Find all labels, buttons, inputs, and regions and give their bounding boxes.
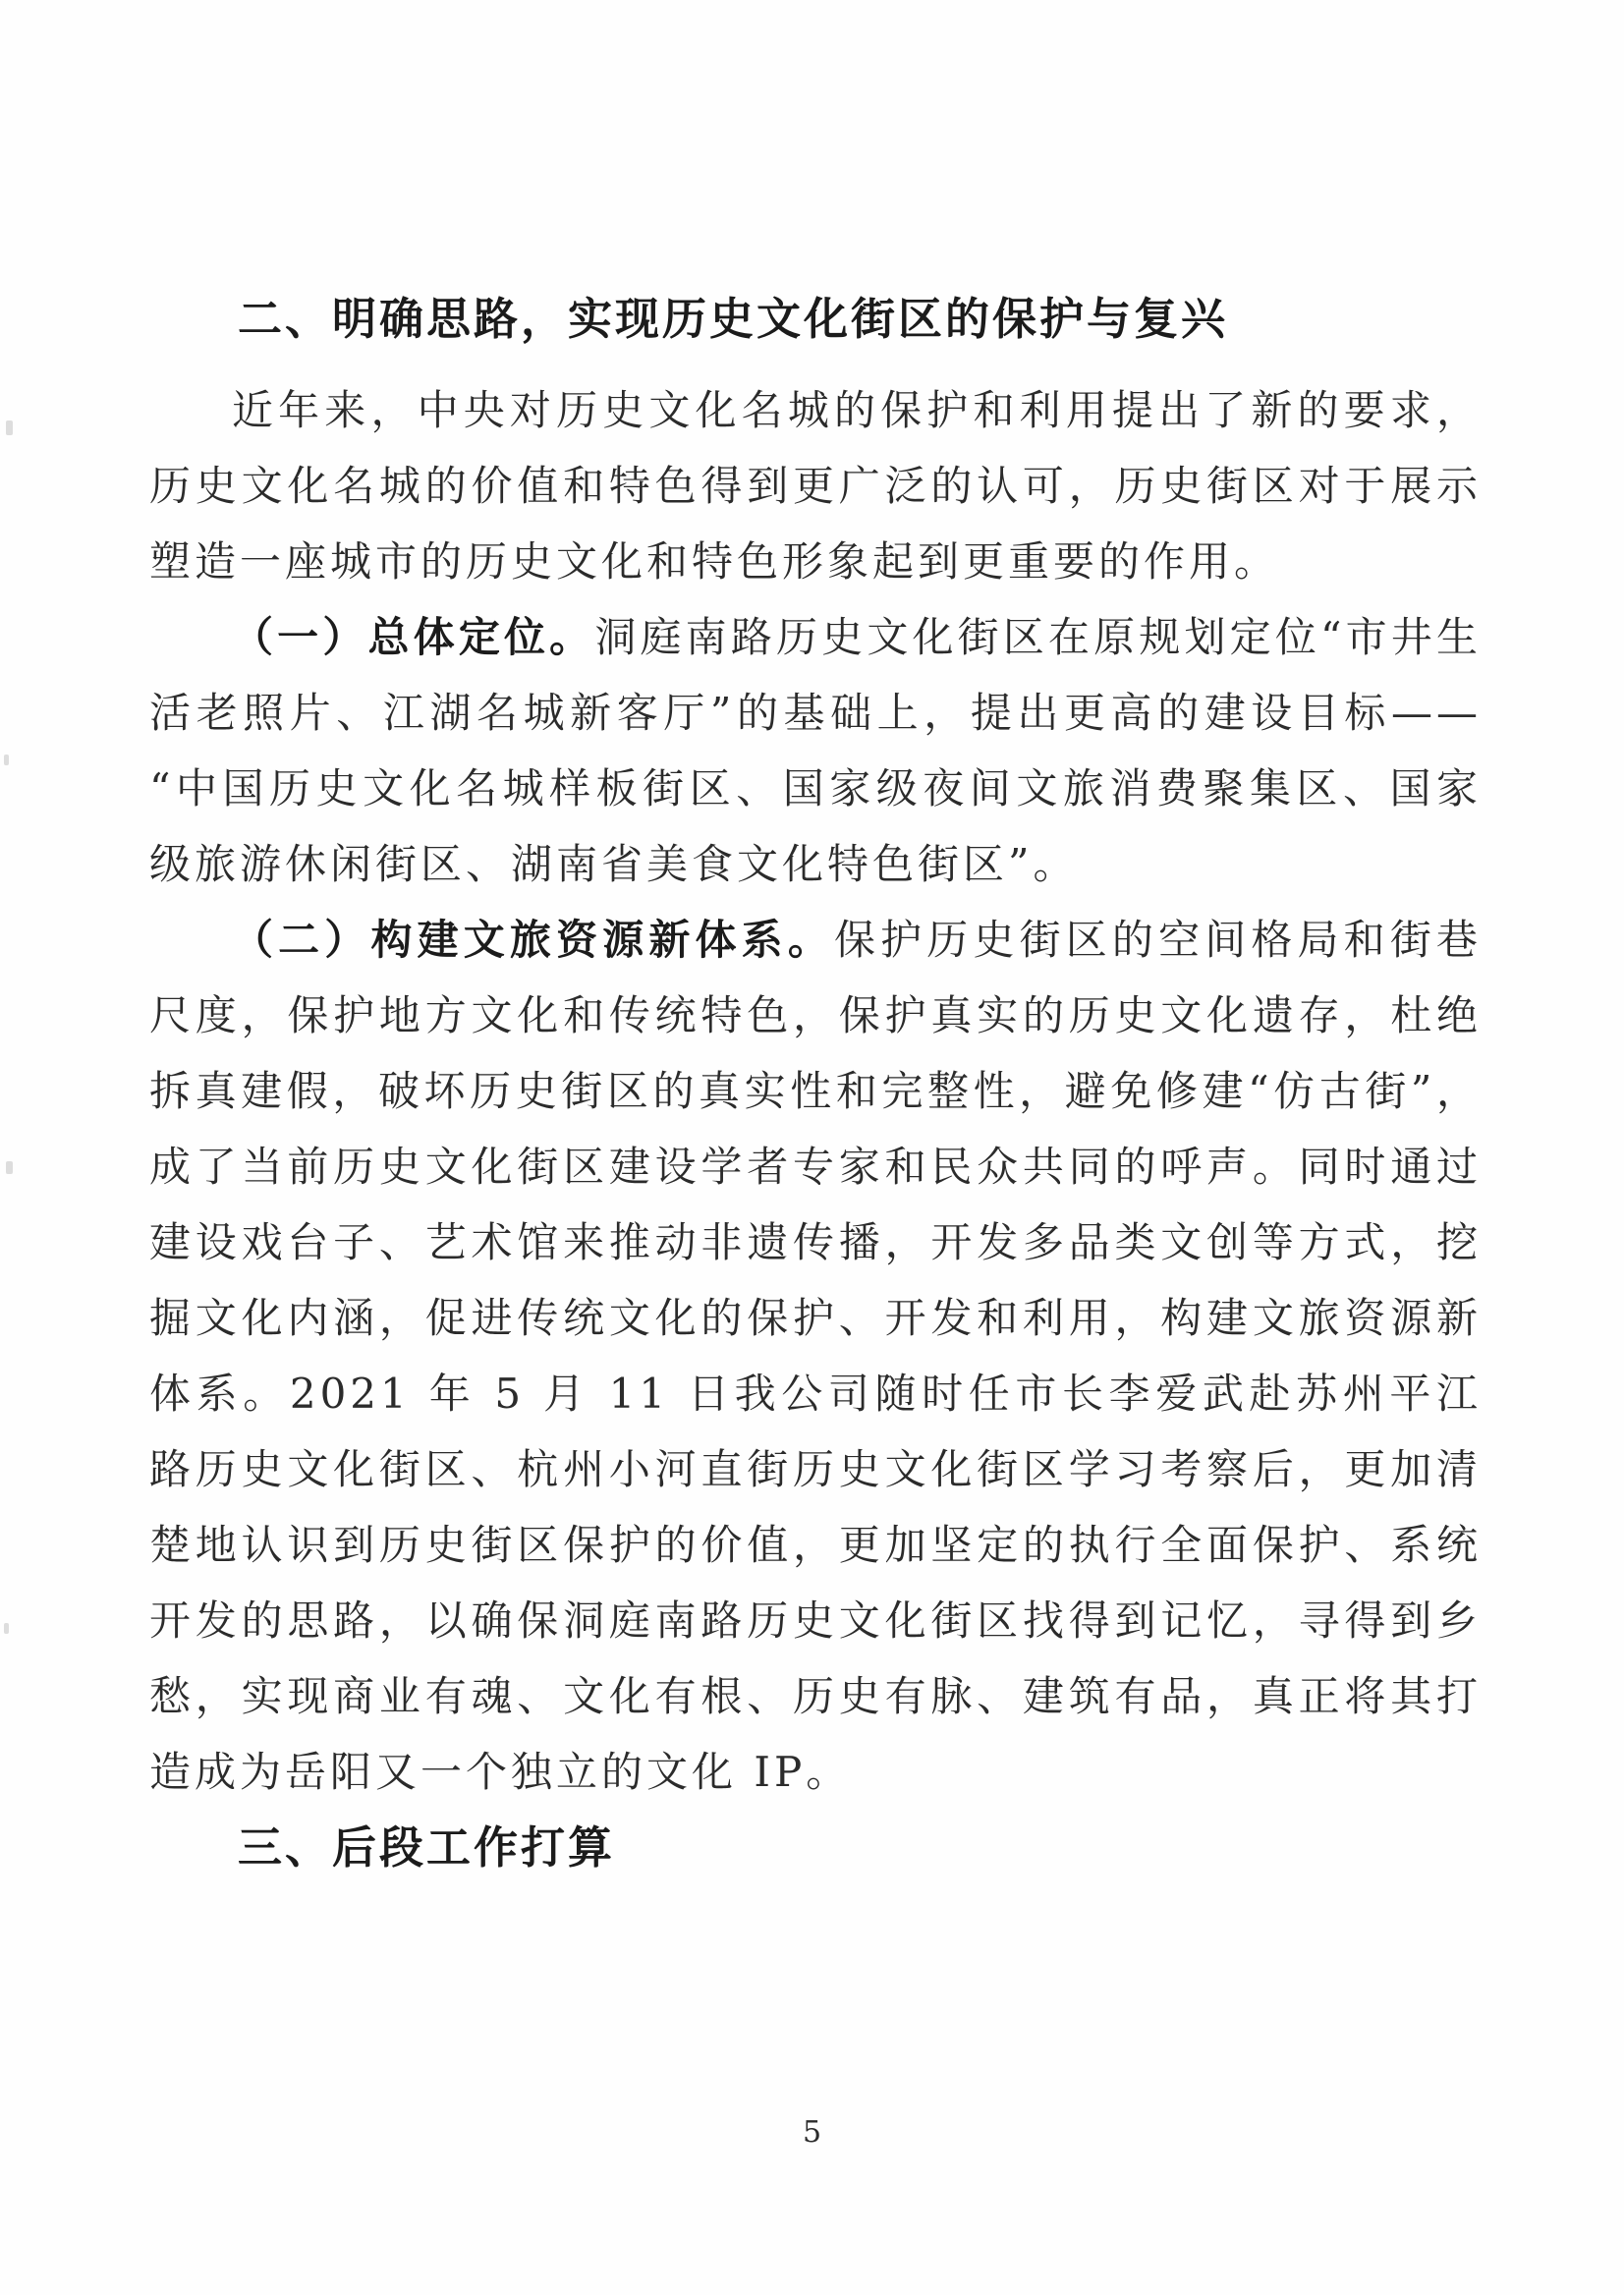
document-content (149, 281, 1482, 1885)
section-3-heading: 三、后段工作打算 (238, 1821, 616, 1874)
item-2-body: 保护历史街区的空间格局和街巷尺度，保护地方文化和传统特色，保护真实的历史文化遗存，杜绝拆真建假，破坏历史街区的真实性和完整性，避免修建“仿古街”，成了当前历史文化街区建设学者专家和民众共同的呼声。同时通过建设戏台子、艺术馆来推动非遗传播，开发多品类文创等方式，挖掘文化内涵，促进传统文化的保护、开发和利用，构建文旅资源新体系。2021 年 5 月 11 日我公司随时任市长李爱武赴苏州平江路历史文化街区、杭州小河直街历史文化街区学习考察后，更加清楚地认识到历史街区保护的价值，更加坚定的执行全面保护、系统开发的思路，以确保洞庭南路历史文化街区找得到记忆，寻得到乡愁，实现商业有魂、文化有根、历史有脉、建筑有品，真正将其打造成为岳阳又一个独立的文化 IP。 (149, 916, 1482, 1796)
item-1-lead: （一）总体定位。 (232, 613, 595, 661)
section-2-heading: 二、明确思路，实现历史文化街区的保护与复兴 (238, 293, 1229, 345)
intro-paragraph: 近年来，中央对历史文化名城的保护和利用提出了新的要求，历史文化名城的价值和特色得到更广泛的认可，历史街区对于展示塑造一座城市的历史文化和特色形象起到更重要的作用。 (149, 386, 1482, 586)
item-1-paragraph (149, 599, 1482, 902)
item-1-body: 洞庭南路历史文化街区在原规划定位“市井生活老照片、江湖名城新客厅”的基础上，提出更高的建设目标——“中国历史文化名城样板街区、国家级夜间文旅消费聚集区、国家级旅游休闲街区、湖南省美食文化特色街区”。 (149, 613, 1482, 888)
scan-artifact (6, 1161, 13, 1174)
item-2-paragraph (149, 902, 1482, 1810)
page-number: 5 (802, 2115, 822, 2150)
scan-artifact (6, 420, 13, 435)
scan-artifact (4, 755, 9, 765)
item-2-lead: （二）构建文旅资源新体系。 (232, 916, 834, 964)
scan-artifact (4, 1623, 9, 1634)
